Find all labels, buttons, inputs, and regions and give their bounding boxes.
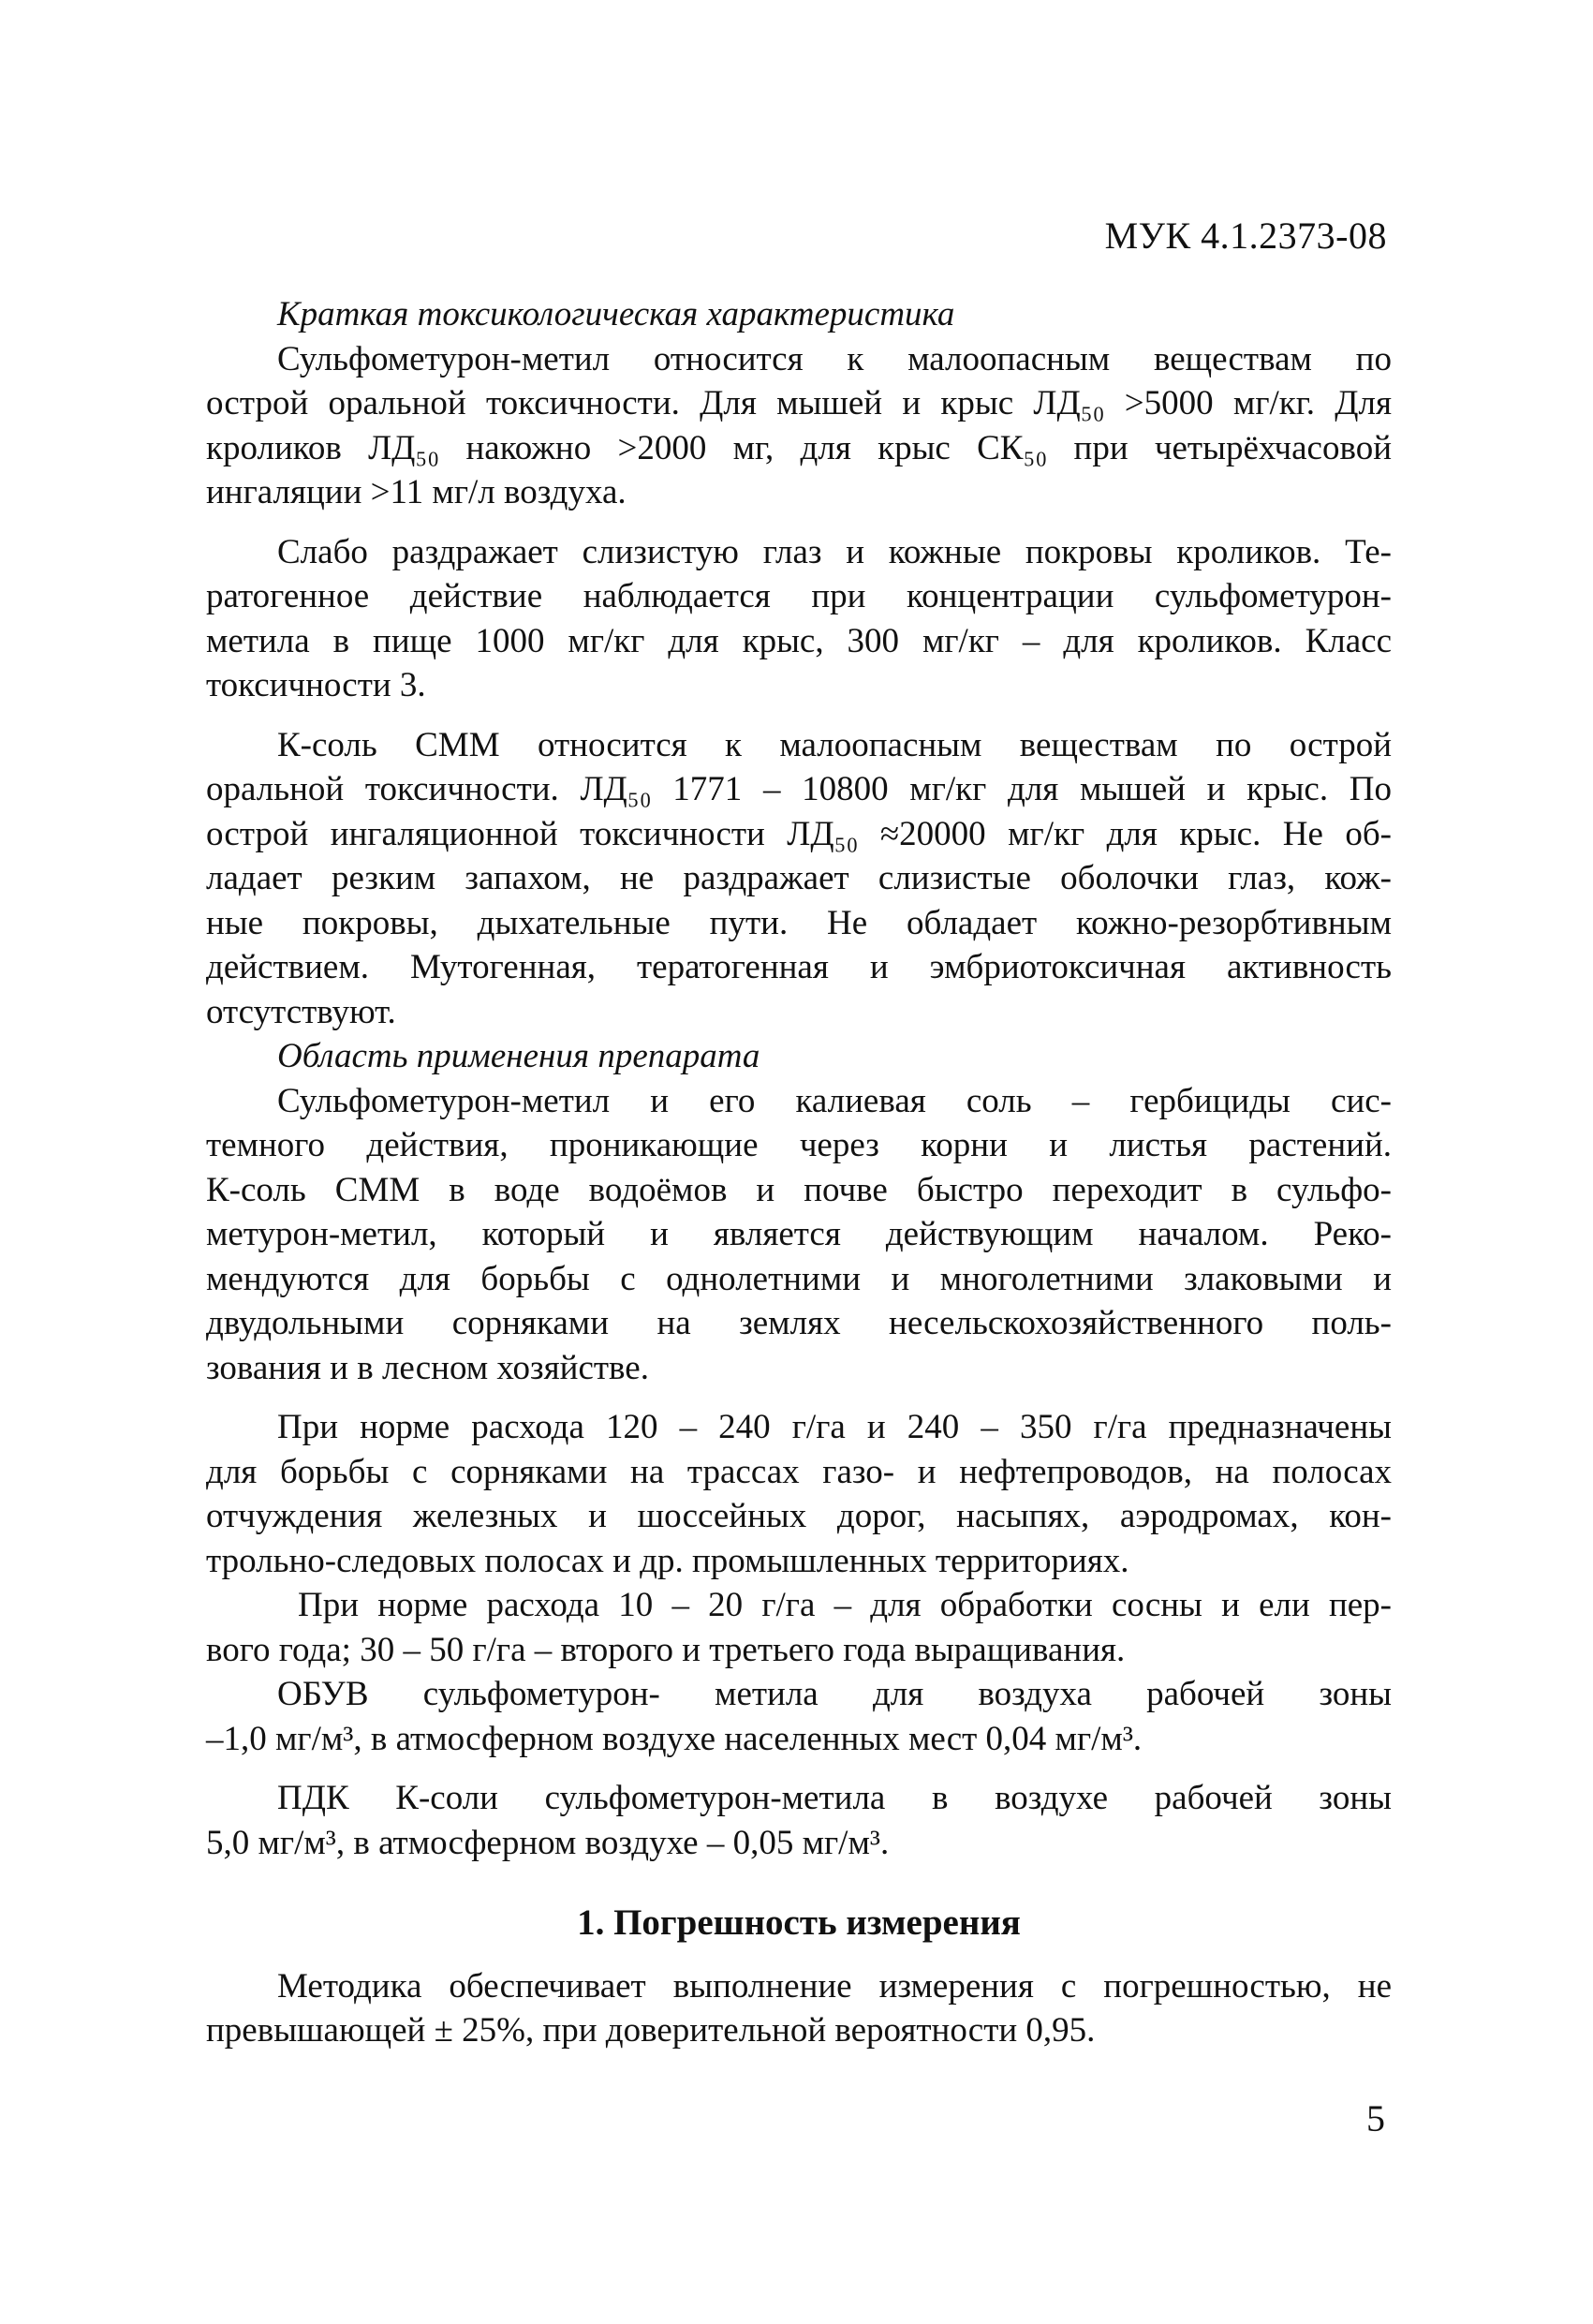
text-line: острой оральной токсичности. Для мышей и крыс ЛД₅₀ >5000 мг/кг. Для [206,384,1392,422]
section-title-toxicology: Краткая токсикологическая характеристика [277,295,955,333]
section-title-application: Область применения препарата [277,1037,760,1075]
text-line: метурон-метил, который и является действующим началом. Реко- [206,1215,1392,1253]
text-line: для борьбы с сорняками на трассах газо- и нефтепроводов, на полосах [206,1452,1392,1491]
text-line: При норме расхода 10 – 20 г/га – для обработки сосны и ели пер- [298,1586,1392,1624]
text-line: К-соль СММ в воде водоёмов и почве быстро переходит в сульфо- [206,1170,1392,1209]
text-line: При норме расхода 120 – 240 г/га и 240 – 350 г/га предназначены [277,1408,1392,1446]
text-line: превышающей ± 25%, при доверительной вероятности 0,95. [206,2011,1096,2050]
text-line: темного действия, проникающие через корни и листья растений. [206,1126,1392,1164]
text-line: ПДК К-соли сульфометурон-метила в воздухе рабочей зоны [277,1779,1392,1817]
text-line: двудольными сорняками на землях несельскохозяйственного поль- [206,1304,1392,1342]
paragraph-tox-sulfometuron [206,337,1392,515]
text-line: Слабо раздражает слизистую глаз и кожные покровы кроликов. Те- [277,532,1392,571]
paragraph-obuv [206,1672,1392,1761]
text-line: трольно-следовых полосах и др. промышленных территориях. [206,1541,1129,1580]
text-line: –1,0 мг/м³, в атмосферном воздухе населенных мест 0,04 мг/м³. [206,1719,1143,1758]
paragraph-rates-forestry [206,1583,1392,1672]
text-line: 5,0 мг/м³, в атмосферном воздухе – 0,05 мг/м³. [206,1823,890,1862]
text-line: кроликов ЛД₅₀ накожно >2000 мг, для крыс СК₅₀ при четырёхчасовой [206,428,1392,467]
paragraph-k-salt [206,723,1392,1035]
text-line: ладает резким запахом, не раздражает слизистые оболочки глаз, кож- [206,859,1392,897]
text-line: действием. Мутогенная, тератогенная и эмбриотоксичная активность [206,948,1392,986]
text-line: ингаляции >11 мг/л воздуха. [206,473,627,511]
text-line: вого года; 30 – 50 г/га – второго и третьего года выращивания. [206,1630,1126,1669]
paragraph-irritation [206,530,1392,708]
text-line: Методика обеспечивает выполнение измерения с погрешностью, не [277,1966,1392,2006]
section-heading-measurement-error: 1. Погрешность измерения [577,1902,1021,1943]
text-line: токсичности 3. [206,666,426,704]
text-line: острой ингаляционной токсичности ЛД₅₀ ≈20000 мг/кг для крыс. Не об- [206,814,1392,853]
text-line: ратогенное действие наблюдается при концентрации сульфометурон- [206,577,1392,615]
text-line: Сульфометурон-метил и его калиевая соль – гербициды сис- [277,1081,1392,1120]
text-line: отсутствуют. [206,992,396,1031]
text-line: оральной токсичности. ЛД₅₀ 1771 – 10800 мг/кг для мышей и крыс. По [206,770,1392,808]
page-content [206,292,1392,2053]
text-line: ные покровы, дыхательные пути. Не обладает кожно-резорбтивным [206,903,1392,942]
paragraph-measurement-error [206,1964,1392,2053]
text-line: ОБУВ сульфометурон- метила для воздуха рабочей зоны [277,1675,1392,1713]
paragraph-pdk [206,1776,1392,1865]
document-code: МУК 4.1.2373-08 [1104,215,1387,257]
text-line: метила в пище 1000 мг/кг для крыс, 300 мг/кг – для кроликов. Класс [206,621,1392,660]
text-line: зования и в лесном хозяйстве. [206,1348,649,1387]
paragraph-application [206,1079,1392,1391]
page-number: 5 [1366,2097,1385,2139]
text-line: мендуются для борьбы с однолетними и многолетними злаковыми и [206,1259,1392,1298]
text-line: Сульфометурон-метил относится к малоопасным веществам по [277,339,1392,378]
paragraph-rates-pipelines [206,1405,1392,1583]
text-line: отчуждения железных и шоссейных дорог, насыпях, аэродромах, кон- [206,1497,1392,1535]
text-line: К-соль СММ относится к малоопасным веществам по острой [277,725,1392,764]
